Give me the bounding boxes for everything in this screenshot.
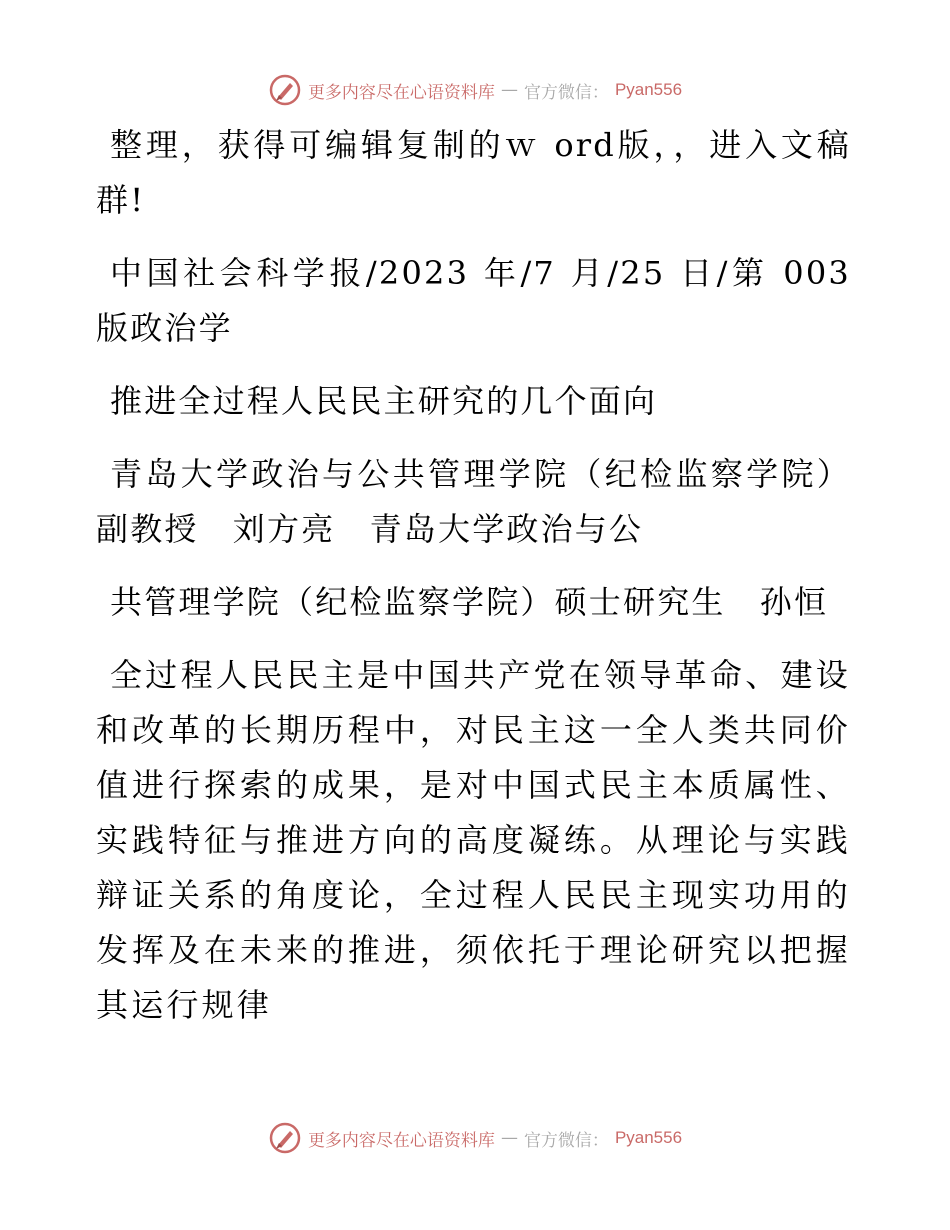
- authors-line-1: 青岛大学政治与公共管理学院（纪检监察学院）副教授 刘方亮 青岛大学政治与公: [96, 455, 851, 548]
- watermark-footer: [0, 1118, 950, 1158]
- watermark-wechat-label: 官方微信：: [523, 1130, 609, 1151]
- pen-nib-icon: [268, 73, 302, 107]
- document-body: [96, 118, 851, 1051]
- article-title: 推进全过程人民民主研究的几个面向: [110, 382, 658, 420]
- watermark-text: 更多内容尽在心语资料库: [307, 1130, 495, 1151]
- intro-paragraph: 整理，获得可编辑复制的ｗ ord版，，进入文稿群!: [96, 126, 851, 219]
- watermark-wechat-id: Pyan556: [614, 1128, 683, 1147]
- authors-line-2: 共管理学院（纪检监察学院）硕士研究生 孙恒: [110, 583, 829, 621]
- source-line: 中国社会科学报/2023 年/7 月/25 日/第 003 版政治学: [96, 254, 851, 347]
- watermark-header: [0, 70, 950, 110]
- body-paragraph: 全过程人民民主是中国共产党在领导革命、建设和改革的长期历程中，对民主这一全人类共同价值进行探索的成果，是对中国式民主本质属性、实践特征与推进方向的高度凝练。从理论与实践辩证关系的角度论，全过程人民民主现实功用的发挥及在未来的推进，须依托于理论研究以把握其运行规律: [96, 656, 851, 1024]
- pen-nib-icon: [268, 1121, 302, 1155]
- watermark-wechat-label: 官方微信：: [523, 82, 609, 103]
- watermark-text: 更多内容尽在心语资料库: [307, 82, 495, 103]
- watermark-dash: —: [500, 1128, 518, 1148]
- watermark-dash: —: [500, 80, 518, 100]
- watermark-wechat-id: Pyan556: [614, 80, 683, 99]
